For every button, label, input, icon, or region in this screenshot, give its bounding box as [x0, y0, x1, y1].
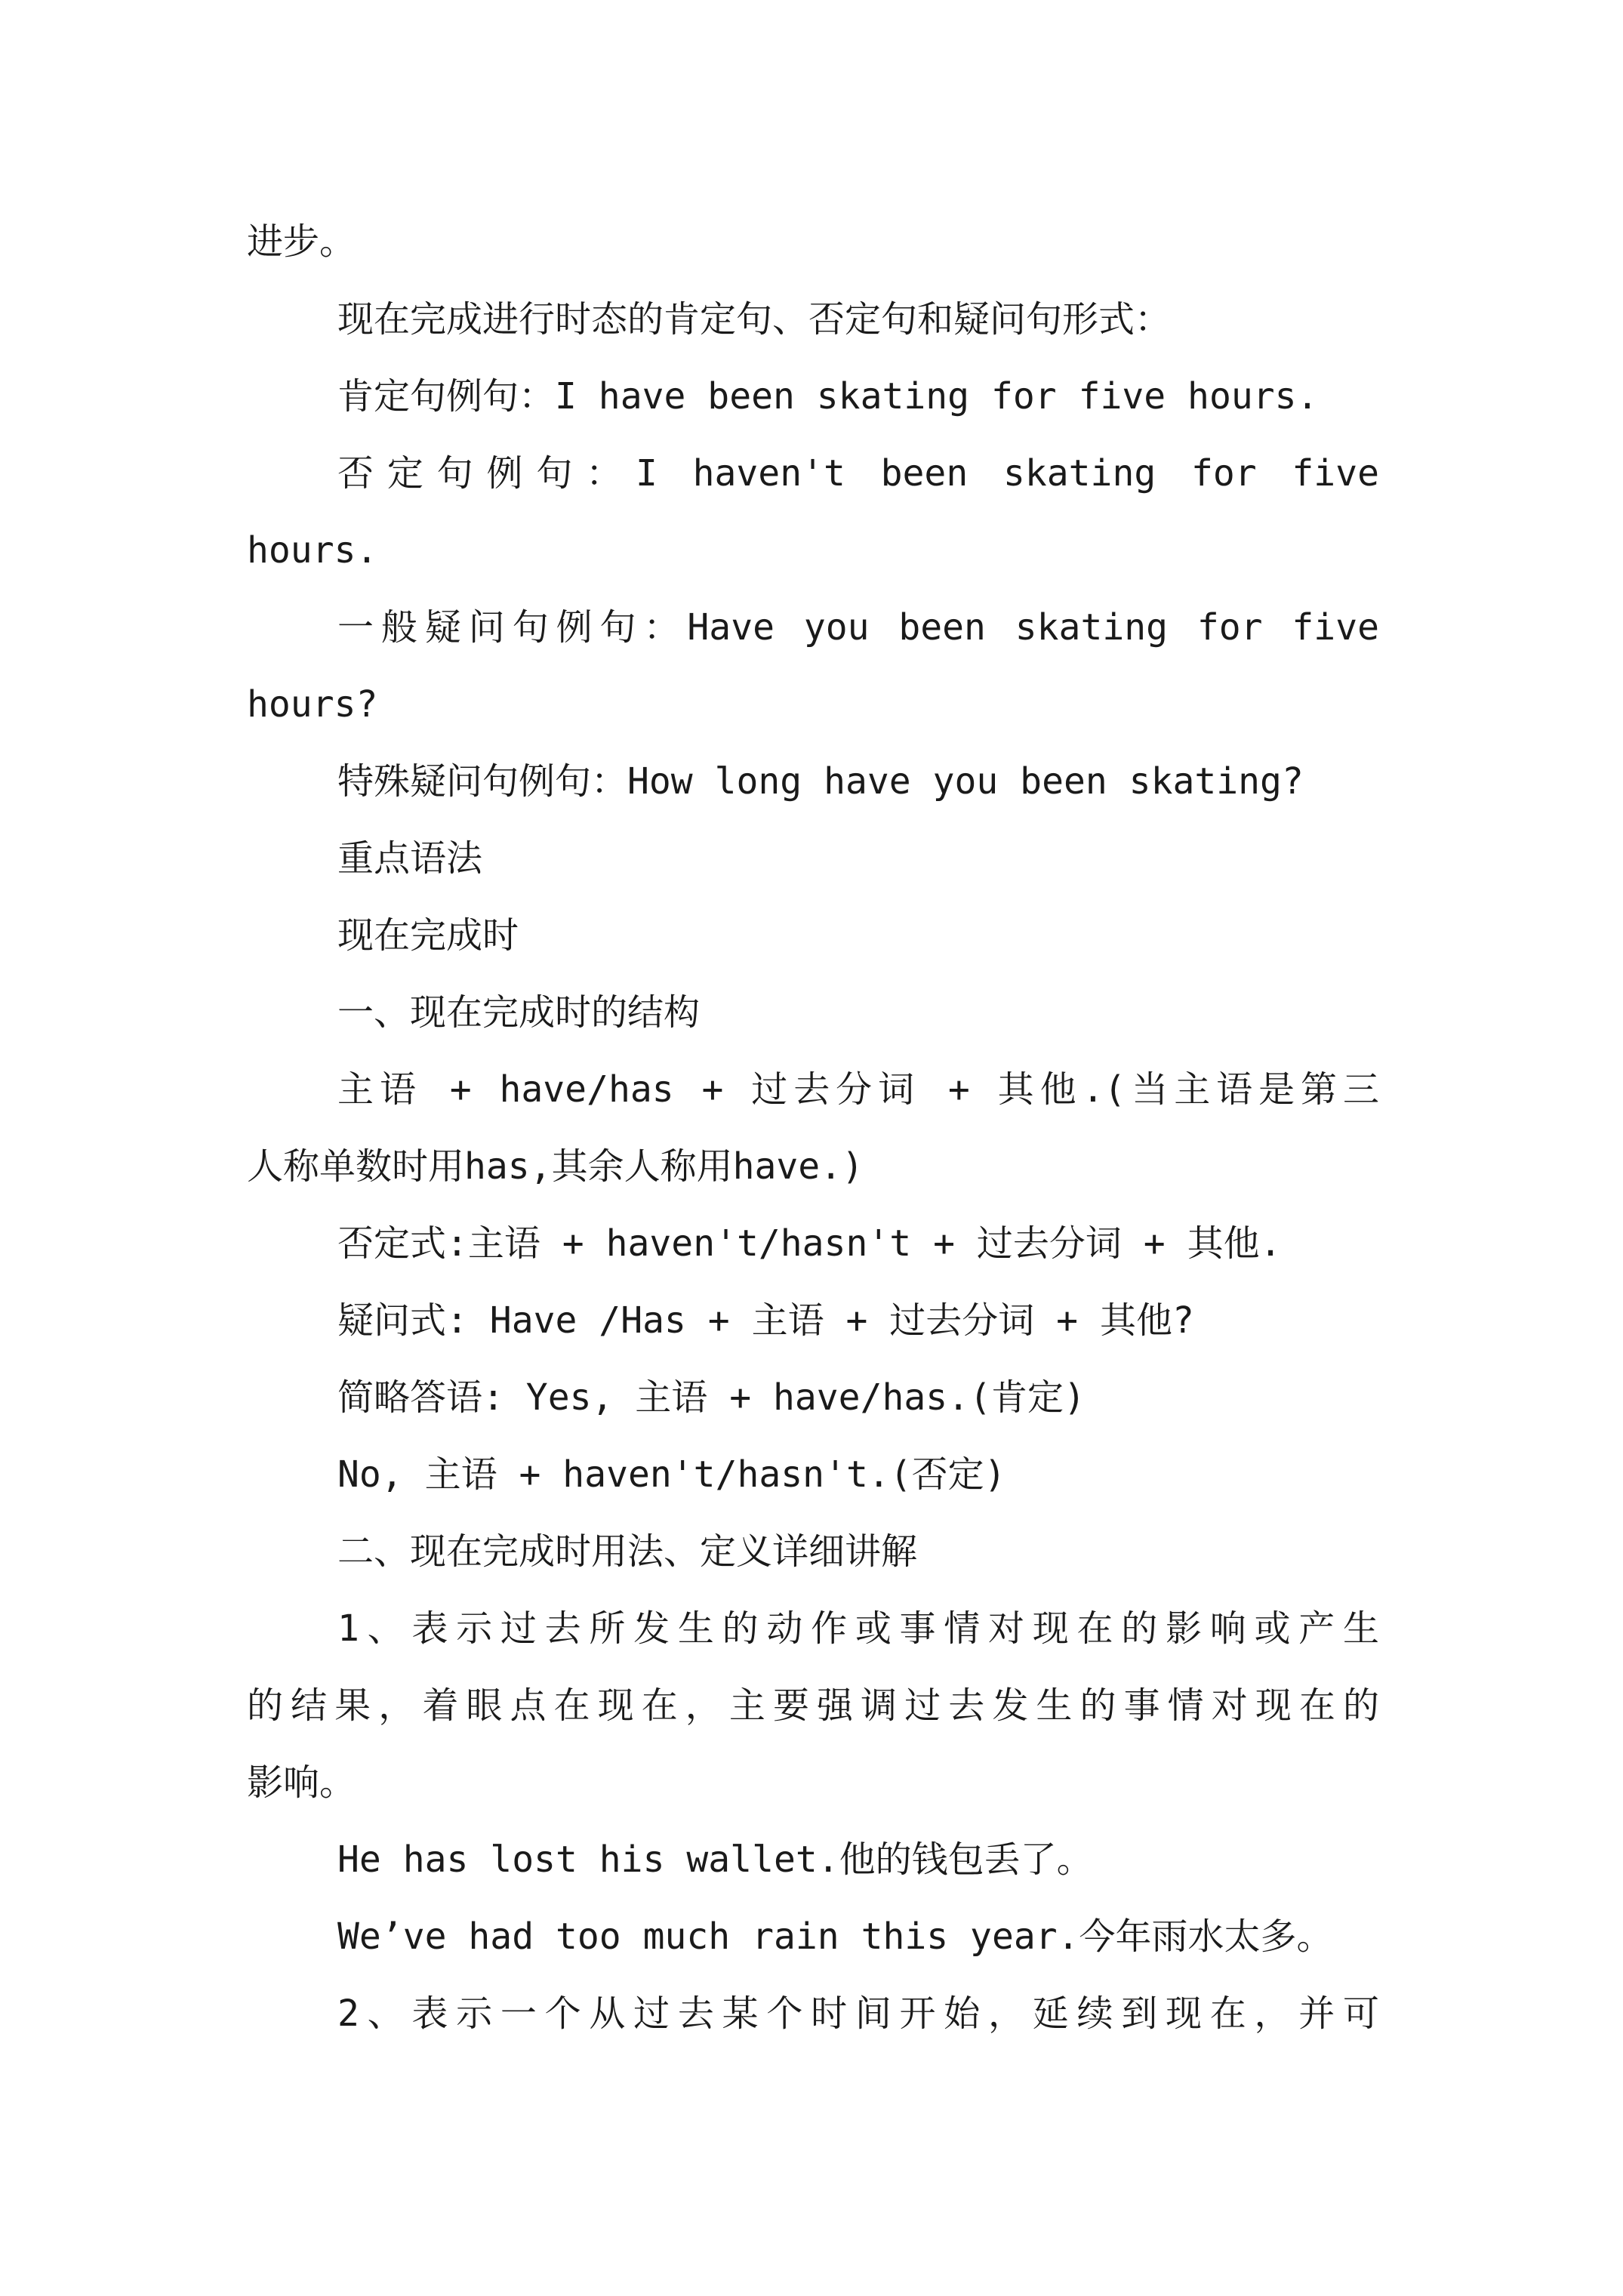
section-heading: 现在完成时 [337, 914, 519, 957]
example-sentence: We’ve had too much rain this year.今年雨水太多。 [337, 1915, 1333, 1958]
example-sentence: He has lost his wallet.他的钱包丢了。 [337, 1838, 1093, 1881]
text-line: 1、表示过去所发生的动作或事情对现在的影响或产生 [337, 1607, 1379, 1650]
text-line: 否定句例句：I haven't been skating for five [337, 452, 1379, 495]
text-line: No, 主语 + haven't/hasn't.(否定) [337, 1453, 1006, 1496]
text-line: 的结果，着眼点在现在，主要强调过去发生的事情对现在的 [247, 1684, 1379, 1727]
text-line: 进步。 [247, 220, 356, 263]
section-heading: 一、现在完成时的结构 [337, 991, 701, 1034]
text-line: hours. [247, 529, 378, 572]
text-line: 现在完成进行时态的肯定句、否定句和疑问句形式： [337, 298, 1172, 341]
text-line: 主语 + have/has + 过去分词 + 其他.(当主语是第三 [337, 1068, 1379, 1111]
text-line: 简略答语: Yes, 主语 + have/has.(肯定) [337, 1376, 1086, 1419]
text-line: hours? [247, 683, 378, 726]
text-line: 2、表示一个从过去某个时间开始，延续到现在，并可 [337, 1992, 1379, 2035]
text-line: 否定式:主语 + haven't/hasn't + 过去分词 + 其他. [337, 1222, 1282, 1265]
text-line: 人称单数时用has,其余人称用have.) [247, 1145, 864, 1188]
text-line: 特殊疑问句例句：How long have you been skating? [337, 760, 1304, 803]
text-line: 疑问式: Have /Has + 主语 + 过去分词 + 其他? [337, 1299, 1194, 1342]
text-line: 一般疑问句例句：Have you been skating for five [337, 606, 1379, 649]
section-heading: 二、现在完成时用法、定义详细讲解 [337, 1530, 918, 1573]
section-heading: 重点语法 [337, 837, 483, 880]
text-line: 影响。 [247, 1761, 356, 1804]
text-line: 肯定句例句：I have been skating for five hours. [337, 375, 1319, 418]
